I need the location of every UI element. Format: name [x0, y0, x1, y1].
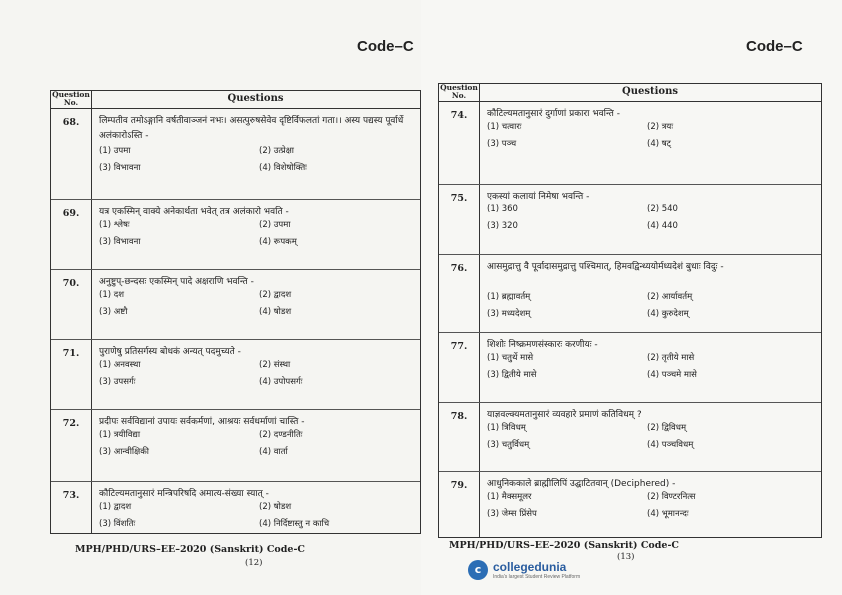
- option-1: (1) ब्रह्मावर्तम्: [487, 292, 531, 302]
- option-1: (1) त्रयीविद्या: [99, 430, 141, 440]
- option-3: (3) द्वितीये मासे: [487, 370, 537, 380]
- question-number: 73.: [62, 490, 80, 501]
- question-number: 78.: [450, 411, 468, 422]
- option-1: (1) अनवस्था: [99, 360, 141, 370]
- option-4: (4) पञ्चमे मासे: [647, 370, 697, 380]
- option-3: (3) विंशतिः: [99, 519, 136, 529]
- option-4: (4) विशेषोक्तिः: [259, 163, 307, 173]
- option-2: (2) दण्डनीतिः: [259, 430, 303, 440]
- option-2: (2) द्वादश: [259, 290, 292, 300]
- option-4: (4) वार्ता: [259, 447, 288, 457]
- qno-header: Question No.: [51, 91, 92, 108]
- option-4: (4) कुरुदेशम्: [647, 309, 689, 319]
- option-2: (2) संस्था: [259, 360, 291, 370]
- right-page: [421, 0, 842, 595]
- page-number: (13): [617, 552, 635, 562]
- option-2: (2) विण्टरनित्स: [647, 492, 696, 502]
- question-number: 74.: [450, 110, 468, 121]
- option-3: (3) विभावना: [99, 163, 141, 173]
- option-3: (3) 320: [487, 221, 518, 231]
- option-2: (2) उपमा: [259, 220, 291, 230]
- option-4: (4) षोडश: [259, 307, 292, 317]
- option-3: (3) विभावना: [99, 237, 141, 247]
- question-number: 69.: [62, 208, 80, 219]
- option-1: (1) चतुर्थे मासे: [487, 353, 534, 363]
- logo-tagline: India's largest Student Review Platform: [493, 574, 581, 580]
- option-4: (4) 440: [647, 221, 678, 231]
- option-4: (4) भूमानन्दः: [647, 509, 689, 519]
- footer-text: MPH/PHD/URS–EE–2020 (Sanskrit) Code-C: [449, 540, 679, 551]
- question-text: आधुनिककाले ब्राह्मीलिपिं उद्घाटितवान् (Deciphered) -: [487, 479, 676, 489]
- questions-header: Questions: [227, 93, 284, 104]
- option-2: (2) तृतीये मासे: [647, 353, 695, 363]
- option-2: (2) उत्प्रेक्षा: [259, 146, 294, 156]
- question-number: 75.: [450, 193, 468, 204]
- option-3: (3) चतुर्विधम्: [487, 440, 530, 450]
- question-number: 71.: [62, 348, 80, 359]
- table-header: [51, 91, 420, 109]
- option-2: (2) 540: [647, 204, 678, 214]
- qno-header: Question No.: [439, 84, 480, 101]
- question-row: [439, 254, 821, 333]
- question-text: यत्र एकस्मिन् वाक्ये अनेकार्थता भवेत् तत्र अलंकारो भवति -: [99, 207, 289, 217]
- question-row: [439, 471, 821, 537]
- question-row: [439, 332, 821, 403]
- page-number: (12): [245, 558, 263, 568]
- logo-icon: c: [468, 560, 488, 580]
- question-row: [51, 108, 420, 200]
- option-4: (4) षट्: [647, 139, 671, 149]
- option-1: (1) श्लेषः: [99, 220, 130, 230]
- code-label: Code–C: [357, 38, 414, 55]
- question-row: [51, 481, 420, 533]
- question-number: 72.: [62, 418, 80, 429]
- question-row: [439, 184, 821, 255]
- option-2: (2) त्रयः: [647, 122, 674, 132]
- option-2: (2) षोडश: [259, 502, 292, 512]
- question-number: 68.: [62, 117, 80, 128]
- option-3: (3) पञ्च: [487, 139, 517, 149]
- option-1: (1) मैक्समूलर: [487, 492, 532, 502]
- footer-text: MPH/PHD/URS–EE–2020 (Sanskrit) Code-C: [75, 544, 305, 555]
- option-2: (2) आर्यावर्तम्: [647, 292, 693, 302]
- option-1: (1) चत्वारः: [487, 122, 522, 132]
- question-text: आसमुद्रात्तु वै पूर्वादासमुद्रात्तु पश्चिमात्, हिमवद्विन्ध्ययोर्मध्यदेशं बुधाः विदुः -: [487, 262, 724, 272]
- question-row: [439, 101, 821, 185]
- code-label: Code–C: [746, 38, 803, 55]
- question-number: 76.: [450, 263, 468, 274]
- option-3: (3) जेम्स प्रिंसेप: [487, 509, 537, 519]
- option-3: (3) अष्टौ: [99, 307, 128, 317]
- question-row: [51, 269, 420, 340]
- option-1: (1) दश: [99, 290, 125, 300]
- watermark-logo: [468, 560, 580, 580]
- question-text: प्रदीपः सर्वविद्यानां उपायः सर्वकर्मणां, आश्रयः सर्वधर्माणां चास्ति -: [99, 417, 305, 427]
- questions-header: Questions: [622, 86, 678, 97]
- question-text: अनुष्टुप्-छन्दसः एकस्मिन् पादे अक्षराणि भवन्ति -: [99, 277, 254, 287]
- question-text: लिम्पतीव तमोऽङ्गानि वर्षतीवाञ्जनं नभः। असत्पुरुषसेवेव दृष्टिर्विफलतां गता।। अस्य पद्यस्य पूर्वार्धे अलंकारोऽस्ति -: [99, 116, 404, 141]
- question-row: [51, 199, 420, 270]
- question-table: [50, 90, 421, 534]
- question-table: [438, 83, 822, 538]
- logo-name: collegedunia: [493, 560, 567, 574]
- question-text: कौटिल्यमतानुसारं मन्त्रिपरिषदि अमात्य-संख्या स्यात् -: [99, 489, 269, 499]
- question-row: [439, 402, 821, 472]
- option-1: (1) द्वादश: [99, 502, 132, 512]
- question-row: [51, 409, 420, 482]
- question-text: याज्ञवल्क्यमतानुसारं व्यवहारे प्रमाणं कतिविधम् ?: [487, 410, 642, 420]
- option-3: (3) उपसर्गः: [99, 377, 136, 387]
- question-text: शिशोः निष्क्रमणसंस्कारः करणीयः -: [487, 340, 598, 350]
- option-4: (4) पञ्चविधम्: [647, 440, 694, 450]
- question-number: 79.: [450, 480, 468, 491]
- option-4: (4) रूपकम्: [259, 237, 297, 247]
- option-1: (1) उपमा: [99, 146, 131, 156]
- option-1: (1) 360: [487, 204, 518, 214]
- question-text: एकस्यां कलायां निमेषा भवन्ति -: [487, 192, 590, 202]
- option-1: (1) त्रिविधम्: [487, 423, 526, 433]
- option-4: (4) निर्दिष्टास्तु न काचि: [259, 519, 330, 529]
- question-row: [51, 339, 420, 410]
- question-text: पुराणेषु प्रतिसर्गस्य बोधकं अन्यत् पदमुच्यते -: [99, 347, 241, 357]
- option-3: (3) मध्यदेशम्: [487, 309, 531, 319]
- option-3: (3) आन्वीक्षिकी: [99, 447, 149, 457]
- question-number: 77.: [450, 341, 468, 352]
- question-number: 70.: [62, 278, 80, 289]
- table-header: [439, 84, 821, 102]
- question-text: कौटिल्यमतानुसारं दुर्गाणां प्रकारा भवन्ति -: [487, 109, 621, 119]
- option-4: (4) उपोपसर्गः: [259, 377, 303, 387]
- option-2: (2) द्विविधम्: [647, 423, 687, 433]
